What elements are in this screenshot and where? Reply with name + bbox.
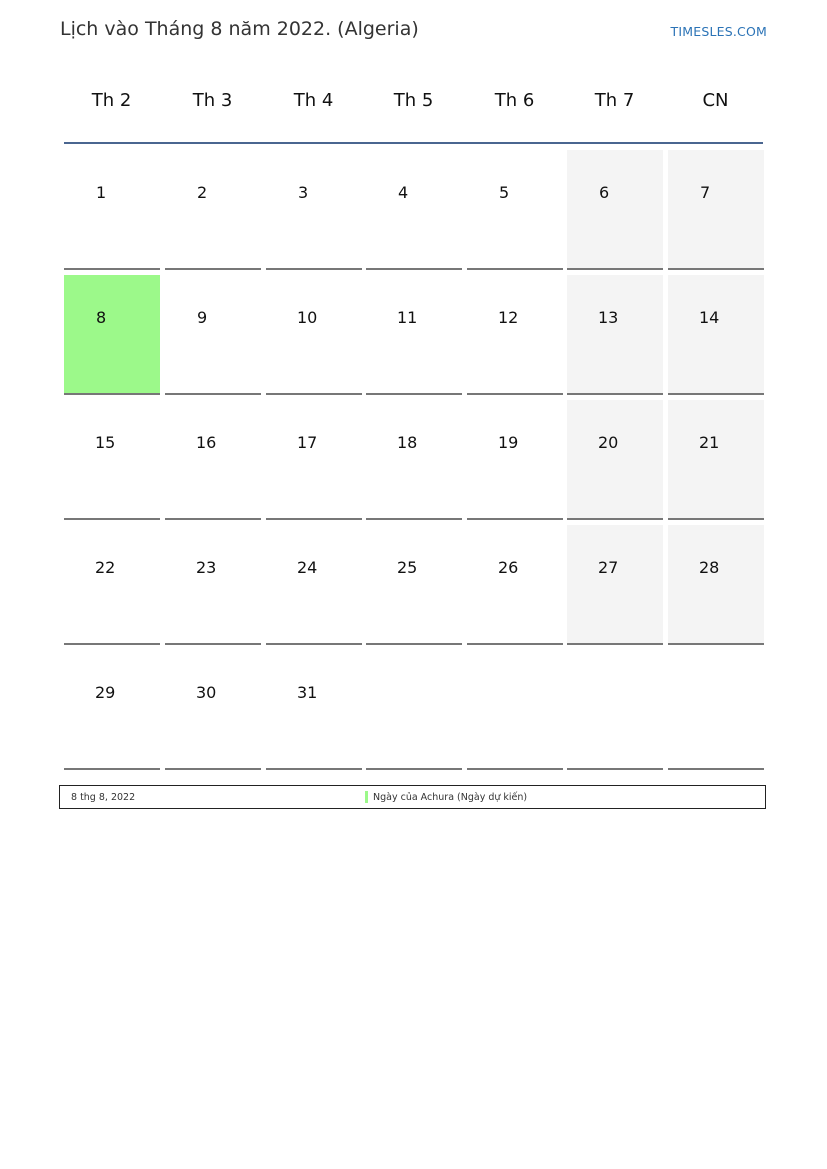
day-number: 10 [297,308,318,327]
legend-color-marker [365,791,368,803]
day-number: 20 [598,433,619,452]
day-cell[interactable] [467,275,563,395]
day-number: 23 [196,558,217,577]
holiday-legend [59,785,766,809]
day-number: 18 [397,433,418,452]
day-number: 22 [95,558,116,577]
day-number: 9 [197,308,208,327]
day-cell[interactable] [266,150,362,270]
day-cell-weekend[interactable] [668,275,764,395]
day-cell[interactable] [266,525,362,645]
day-cell-empty [366,650,462,770]
day-number: 17 [297,433,318,452]
day-number: 5 [499,183,510,202]
day-cell[interactable] [165,525,261,645]
day-cell[interactable] [266,275,362,395]
weekday-thu: Th 5 [393,90,434,111]
day-cell[interactable] [467,150,563,270]
day-number: 13 [598,308,619,327]
day-cell-weekend[interactable] [567,150,663,270]
day-number: 19 [498,433,519,452]
day-cell-empty [567,650,663,770]
day-number: 2 [197,183,208,202]
page-title: Lịch vào Tháng 8 năm 2022. (Algeria) [60,18,419,40]
day-cell[interactable] [165,400,261,520]
day-number: 30 [196,683,217,702]
weekday-header [64,90,763,120]
day-cell[interactable] [467,400,563,520]
day-number: 14 [699,308,720,327]
day-cell[interactable] [64,400,160,520]
day-cell[interactable] [366,275,462,395]
weekday-mon: Th 2 [91,90,132,111]
day-number: 16 [196,433,217,452]
header-divider [64,142,763,144]
day-cell-empty [467,650,563,770]
day-number: 15 [95,433,116,452]
day-number: 12 [498,308,519,327]
day-number: 21 [699,433,720,452]
day-number: 25 [397,558,418,577]
weekday-sun: CN [702,90,729,111]
day-cell[interactable] [64,150,160,270]
weekday-sat: Th 7 [594,90,635,111]
day-number: 31 [297,683,318,702]
weekday-fri: Th 6 [494,90,535,111]
day-cell-holiday[interactable] [64,275,160,395]
day-number: 8 [96,308,107,327]
day-cell-weekend[interactable] [567,275,663,395]
day-cell[interactable] [366,525,462,645]
day-number: 11 [397,308,418,327]
day-cell-weekend[interactable] [668,525,764,645]
day-number: 7 [700,183,711,202]
weekday-tue: Th 3 [192,90,233,111]
day-cell-weekend[interactable] [567,525,663,645]
day-cell[interactable] [366,150,462,270]
day-cell[interactable] [64,650,160,770]
day-number: 26 [498,558,519,577]
day-cell[interactable] [165,650,261,770]
day-cell-empty [668,650,764,770]
day-cell[interactable] [266,650,362,770]
day-cell-weekend[interactable] [668,400,764,520]
day-number: 29 [95,683,116,702]
legend-date: 8 thg 8, 2022 [71,792,136,803]
brand-link[interactable]: TIMESLES.COM [670,24,767,39]
day-cell[interactable] [165,275,261,395]
day-number: 27 [598,558,619,577]
day-number: 6 [599,183,610,202]
legend-event: Ngày của Achura (Ngày dự kiến) [373,792,528,803]
day-number: 4 [398,183,409,202]
day-cell[interactable] [366,400,462,520]
day-number: 28 [699,558,720,577]
day-cell[interactable] [165,150,261,270]
day-cell[interactable] [266,400,362,520]
day-cell-weekend[interactable] [567,400,663,520]
day-cell[interactable] [467,525,563,645]
day-number: 1 [96,183,107,202]
day-cell-weekend[interactable] [668,150,764,270]
day-number: 3 [298,183,309,202]
weekday-wed: Th 4 [293,90,334,111]
day-number: 24 [297,558,318,577]
day-cell[interactable] [64,525,160,645]
